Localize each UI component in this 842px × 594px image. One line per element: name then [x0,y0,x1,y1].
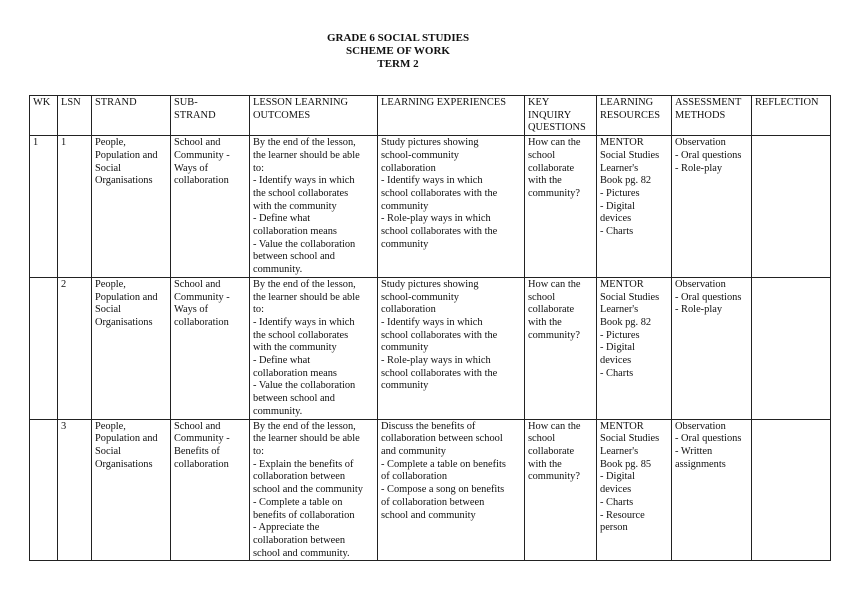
cell-week: 1 [30,136,58,278]
scheme-of-work-table [29,95,831,561]
title-line-3: TERM 2 [377,58,419,70]
cell-lesson: 3 [58,419,92,561]
cell-learning-resources: MENTOR Social Studies Learner's Book pg. 82 - Pictures - Digital devices - Charts [597,277,672,419]
header-lesson: LSN [58,96,92,136]
title-line-2: SCHEME OF WORK [346,45,450,57]
cell-learning-outcomes: By the end of the lesson, the learner should be able to: - Identify ways in which the school collaborates with the community - Define what collaboration means - Value the collaboration between school and community. [250,136,378,278]
header-sub-strand: SUB- STRAND [171,96,250,136]
table-row [30,277,831,419]
header-learning-experiences: LEARNING EXPERIENCES [378,96,525,136]
cell-sub-strand: School and Community - Benefits of collaboration [171,419,250,561]
cell-key-inquiry-questions: How can the school collaborate with the community? [525,136,597,278]
cell-reflection [752,136,831,278]
cell-learning-experiences: Study pictures showing school-community collaboration - Identify ways in which school collaborates with the community - Role-play ways in which school collaborates with the community [378,136,525,278]
cell-sub-strand: School and Community - Ways of collaboration [171,136,250,278]
cell-lesson: 2 [58,277,92,419]
cell-strand: People, Population and Social Organisations [92,136,171,278]
cell-assessment-methods: Observation - Oral questions - Role-play [672,136,752,278]
cell-learning-outcomes: By the end of the lesson, the learner should be able to: - Explain the benefits of collaboration between school and the community - Complete a table on benefits of collaboration - Appreciate the collaboration between school and community. [250,419,378,561]
cell-key-inquiry-questions: How can the school collaborate with the community? [525,419,597,561]
cell-learning-resources: MENTOR Social Studies Learner's Book pg. 85 - Digital devices - Charts - Resource person [597,419,672,561]
cell-strand: People, Population and Social Organisations [92,419,171,561]
cell-sub-strand: School and Community - Ways of collaboration [171,277,250,419]
cell-week [30,277,58,419]
table-row [30,136,831,278]
cell-learning-experiences: Study pictures showing school-community collaboration - Identify ways in which school collaborates with the community - Role-play ways in which school collaborates with the community [378,277,525,419]
cell-reflection [752,419,831,561]
header-row [30,96,831,136]
cell-reflection [752,277,831,419]
header-learning-resources: LEARNING RESOURCES [597,96,672,136]
cell-learning-resources: MENTOR Social Studies Learner's Book pg. 82 - Pictures - Digital devices - Charts [597,136,672,278]
cell-strand: People, Population and Social Organisations [92,277,171,419]
table-row [30,419,831,561]
title-line-1: GRADE 6 SOCIAL STUDIES [326,32,470,44]
header-week: WK [30,96,58,136]
cell-assessment-methods: Observation - Oral questions - Role-play [672,277,752,419]
header-assessment-methods: ASSESSMENT METHODS [672,96,752,136]
header-strand: STRAND [92,96,171,136]
cell-key-inquiry-questions: How can the school collaborate with the community? [525,277,597,419]
cell-lesson: 1 [58,136,92,278]
cell-learning-experiences: Discuss the benefits of collaboration between school and community - Complete a table on benefits of collaboration - Compose a song on benefits of collaboration between school and community [378,419,525,561]
document-title [0,32,796,71]
cell-week [30,419,58,561]
header-key-inquiry-questions: KEY INQUIRY QUESTIONS [525,96,597,136]
cell-learning-outcomes: By the end of the lesson, the learner should be able to: - Identify ways in which the school collaborates with the community - Define what collaboration means - Value the collaboration between school and community. [250,277,378,419]
header-learning-outcomes: LESSON LEARNING OUTCOMES [250,96,378,136]
cell-assessment-methods: Observation - Oral questions - Written assignments [672,419,752,561]
header-reflection: REFLECTION [752,96,831,136]
